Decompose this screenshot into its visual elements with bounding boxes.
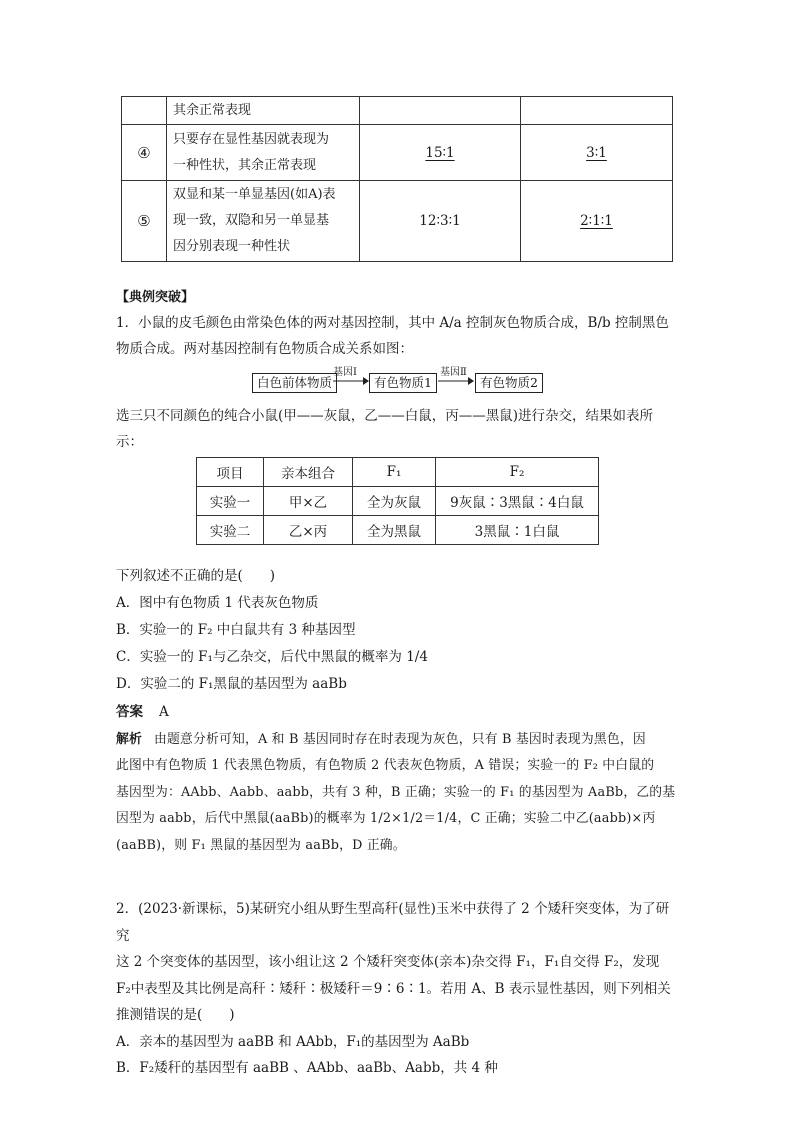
option-a: A．图中有色物质 1 代表灰色物质 — [116, 595, 319, 611]
column-header: F₁ — [353, 458, 436, 487]
table-row — [122, 125, 673, 181]
option-a: A．亲本的基因型为 aaBB 和 AAbb，F₁的基因型为 AaBb — [116, 1033, 470, 1050]
column-header: F₂ — [436, 458, 599, 487]
option-c: C．实验一的 F₁与乙杂交，后代中黑鼠的概率为 1/4 — [116, 649, 428, 665]
question-2 — [116, 896, 678, 1082]
row-number: ④ — [122, 125, 167, 181]
flow-box-pigment2: 有色物质2 — [475, 373, 543, 393]
table-header-row — [197, 458, 599, 487]
experiment-table — [196, 457, 599, 545]
analysis-line — [116, 727, 678, 753]
table-cell: 9灰鼠∶3黑鼠∶4白鼠 — [436, 487, 599, 516]
flow-arrow-label: 基因Ⅰ — [333, 367, 357, 378]
row-number: ⑤ — [122, 181, 167, 262]
genetics-ratio-table — [121, 96, 673, 262]
question-text: F₂中表型及其比例是高秆∶矮秆∶极矮秆＝9∶6∶1。若用 A、B 表示显性基因，则下列相关 — [116, 980, 671, 997]
answer-label: 答案 — [116, 704, 143, 720]
option-b: B．F₂矮秆的基因型有 aaBB 、AAbb、aaBb、Aabb，共 4 种 — [116, 1060, 498, 1076]
arrow-right-icon — [333, 376, 369, 386]
question-text: 这 2 个突变体的基因型，该小组让这 2 个矮秆突变体(亲本)杂交得 F₁，F₁自交得 F₂，发现 — [116, 954, 660, 970]
table-row — [122, 97, 673, 125]
cell-line: 一种性状，其余正常表现 — [173, 157, 317, 173]
analysis-line: (aaBB)，则 F₁ 黑鼠的基因型为 aaBb，D 正确。 — [116, 837, 406, 853]
table-row — [122, 181, 673, 262]
table-row — [197, 487, 599, 516]
table-row — [197, 516, 599, 545]
table-cell: 3黑鼠∶1白鼠 — [436, 516, 599, 545]
table-cell: 12∶3∶1 — [360, 181, 521, 262]
table-cell: 乙×丙 — [264, 516, 353, 545]
ratio-value: 15∶1 — [425, 144, 455, 161]
question-text: 示： — [116, 434, 143, 450]
table-cell — [521, 125, 673, 181]
analysis-block — [116, 727, 678, 859]
table-cell: 甲×乙 — [264, 487, 353, 516]
flow-box-precursor: 白色前体物质 — [252, 373, 337, 393]
question-stem: 下列叙述不正确的是( ) — [116, 568, 276, 584]
question-text: 推测错误的是( ) — [116, 1007, 235, 1023]
question-text: 2．(2023·新课标，5)某研究小组从野生型高秆(显性)玉米中获得了 2 个矮秆突变体，为了研究 — [116, 901, 670, 944]
analysis-line: 基因型为：AAbb、Aabb、aabb，共有 3 种，B 正确；实验一的 F₁ 的基因型为 AaBb，乙的基 — [116, 784, 676, 800]
question-text: 选三只不同颜色的纯合小鼠(甲——灰鼠，乙——白鼠，丙——黑鼠)进行杂交，结果如表所 — [116, 408, 654, 424]
analysis-line: 此图中有色物质 1 代表黑色物质，有色物质 2 代表灰色物质，A 错误；实验一的 F₂ 中白鼠的 — [116, 758, 655, 774]
answer-value: A — [159, 704, 169, 720]
flow-arrow-label: 基因Ⅱ — [440, 367, 467, 378]
table-cell: 全为灰鼠 — [353, 487, 436, 516]
ratio-value: 3∶1 — [586, 144, 607, 161]
cell-line: 现一致，双隐和另一单显基 — [173, 213, 330, 228]
table-cell — [167, 181, 360, 262]
option-b: B．实验一的 F₂ 中白鼠共有 3 种基因型 — [116, 622, 356, 638]
table-cell — [167, 125, 360, 181]
column-header: 亲本组合 — [264, 458, 353, 487]
analysis-text: 由题意分析可知，A 和 B 基因同时存在时表现为灰色，只有 B 基因时表现为黑色，因 — [154, 732, 646, 747]
table-cell: 实验二 — [197, 516, 264, 545]
flow-box-pigment1: 有色物质1 — [369, 373, 437, 393]
table-cell — [360, 97, 521, 125]
arrow-right-icon — [438, 376, 474, 386]
column-header: 项目 — [197, 458, 264, 487]
cell-line: 只要存在显性基因就表现为 — [173, 131, 330, 147]
analysis-line: 因型为 aabb，后代中黑鼠(aaBb)的概率为 1/2×1/2＝1/4，C 正确；实验二中乙(aabb)×丙 — [116, 811, 656, 827]
section-title: 【典例突破】 — [116, 290, 195, 305]
option-d: D．实验二的 F₁黑鼠的基因型为 aaBb — [116, 676, 347, 692]
answer-row — [116, 702, 169, 722]
table-cell: 其余正常表现 — [167, 97, 360, 125]
table-cell — [360, 125, 521, 181]
question-text: 1．小鼠的皮毛颜色由常染色体的两对基因控制，其中 A/a 控制灰色物质合成，B/b 控制黑色 — [116, 315, 669, 331]
table-cell — [521, 181, 673, 262]
table-cell — [122, 97, 167, 125]
ratio-value: 2∶1∶1 — [580, 213, 613, 229]
analysis-label: 解析 — [116, 732, 142, 747]
cell-line: 双显和某一单显基因(如A)表 — [173, 187, 336, 202]
question-text: 物质合成。两对基因控制有色物质合成关系如图： — [116, 341, 413, 357]
table-cell: 实验一 — [197, 487, 264, 516]
cell-line: 因分别表现一种性状 — [173, 239, 291, 254]
table-cell — [521, 97, 673, 125]
table-cell: 全为黑鼠 — [353, 516, 436, 545]
